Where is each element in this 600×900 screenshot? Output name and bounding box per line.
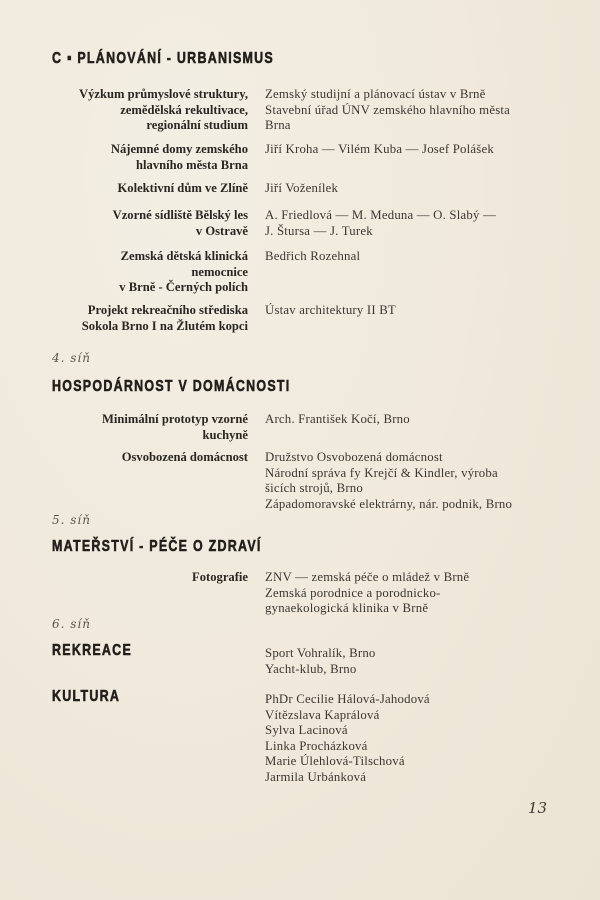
entry-value: PhDr Cecilie Hálová-Jahodová Vítězslava Kaprálová Sylva Lacinová Linka Procházková Marie Úlehlová-Tilschová Jarmila Urbánková	[265, 692, 430, 784]
section-heading-kultura: KULTURA	[52, 688, 121, 705]
entry-value: Zemský studijní a plánovací ústav v Brně Stavební úřad ÚNV zemského hlavního města Brna	[265, 87, 511, 132]
entry-value: Jiří Voženílek	[265, 181, 339, 195]
entry-value: A. Friedlová — M. Meduna — O. Slabý — J. Štursa — J. Turek	[265, 208, 496, 238]
page-number: 13	[528, 799, 548, 817]
section-heading-materstvi: MATEŘSTVÍ - PÉČE O ZDRAVÍ	[52, 538, 262, 555]
section-heading-rekreace: REKREACE	[52, 642, 133, 659]
hall-label: 6. síň	[52, 617, 91, 631]
entry-label: Výzkum průmyslové struktury, zemědělská rekultivace, regionální studium	[79, 87, 248, 132]
entry-value: Sport Vohralík, Brno Yacht-klub, Brno	[265, 646, 376, 676]
entry-value: Družstvo Osvobozená domácnost Národní správa fy Krejčí & Kindler, výroba šicích strojů, Brno Západomoravské elektrárny, nár. podnik, Brno	[265, 450, 513, 511]
entry-label: Osvobozená domácnost	[121, 450, 248, 464]
entry-label: Minimální prototyp vzorné kuchyně	[102, 412, 248, 442]
section-heading-planovani: C ▪ PLÁNOVÁNÍ - URBANISMUS	[52, 50, 274, 67]
entry-label: Projekt rekreačního střediska Sokola Brno I na Žlutém kopci	[81, 303, 248, 333]
entry-label: Vzorné sídliště Bělský les v Ostravě	[112, 208, 248, 238]
hall-label: 4. síň	[52, 351, 91, 365]
entry-label: Fotografie	[192, 570, 248, 584]
entry-value: Bedřich Rozehnal	[265, 249, 361, 263]
entry-value: ZNV — zemská péče o mládež v Brně Zemská porodnice a porodnicko- gynaekologická klinika v Brně	[265, 570, 470, 615]
entry-label: Nájemné domy zemského hlavního města Brna	[110, 142, 248, 172]
section-heading-hospodarnost: HOSPODÁRNOST V DOMÁCNOSTI	[52, 378, 291, 395]
hall-label: 5. síň	[52, 513, 91, 527]
entry-value: Jiří Kroha — Vilém Kuba — Josef Polášek	[265, 142, 494, 156]
entry-label: Kolektivní dům ve Zlíně	[117, 181, 248, 195]
entry-value: Arch. František Kočí, Brno	[265, 412, 410, 426]
entry-value: Ústav architektury II BT	[265, 303, 396, 317]
entry-label: Zemská dětská klinická nemocnice v Brně - Černých polích	[119, 249, 248, 294]
